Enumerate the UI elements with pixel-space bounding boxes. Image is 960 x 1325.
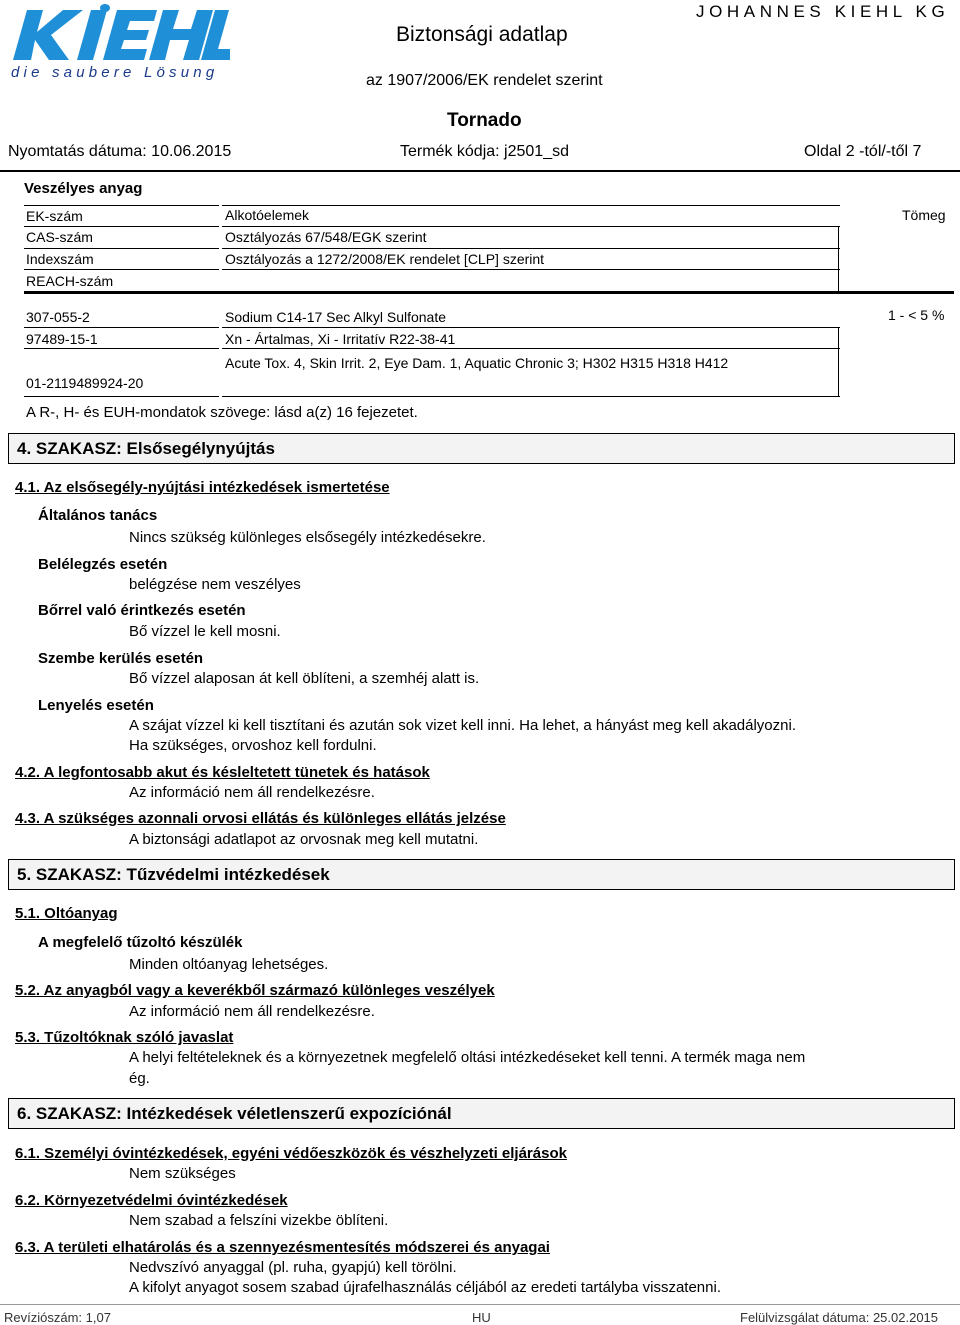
subsection-5-1: 5.1. Oltóanyag [15,905,118,922]
product-name: Tornado [447,110,522,131]
revision-number: Revíziószám: 1,07 [4,1310,111,1325]
col-ec-number: EK-szám [26,208,83,224]
inhalation-text: belégzése nem veszélyes [129,576,301,593]
general-advice-text: Nincs szükség különleges elsősegély intézkedésekre. [129,529,486,546]
ingestion-label: Lenyelés esetén [38,697,154,714]
table-rule [24,348,219,349]
table-rule [24,205,219,206]
table-rule-vertical [838,226,839,292]
subsection-6-1: 6.1. Személyi óvintézkedések, egyéni védőeszközök és vészhelyzeti eljárások [15,1145,567,1162]
subsection-6-3: 6.3. A területi elhatárolás és a szennyezésmentesítés módszerei és anyagai [15,1239,550,1256]
table-rule [24,248,219,249]
col-classification-old: Osztályozás 67/548/EGK szerint [225,229,427,245]
document-title: Biztonsági adatlap [396,23,568,46]
ingestion-text-2: Ha szükséges, orvoshoz kell fordulni. [129,737,377,754]
section-5-header [8,859,955,890]
table-rule [24,226,219,227]
table-rule [24,327,219,328]
skin-contact-text: Bő vízzel le kell mosni. [129,623,281,640]
col-index-number: Indexszám [26,251,94,267]
table-rule [222,269,840,270]
kiehl-logo-mark [5,2,230,64]
subsection-6-3-text-1: Nedvszívó anyaggal (pl. ruha, gyapjú) kell törölni. [129,1259,457,1276]
subsection-6-2-text: Nem szabad a felszíni vizekbe öblíteni. [129,1212,389,1229]
table-header-bottom-rule [24,291,954,294]
col-classification-clp: Osztályozás a 1272/2008/EK rendelet [CLP] szerint [225,251,545,267]
subsection-5-2-text: Az információ nem áll rendelkezésre. [129,1003,375,1020]
regulation-reference: az 1907/2006/EK rendelet szerint [366,72,603,89]
ingestion-text-1: A szájat vízzel ki kell tisztítani és azután sok vizet kell inni. Ha lehet, a hányást meg kell akadályozni. [129,717,796,734]
section-4-title: 4. SZAKASZ: Elsősegélynyújtás [17,439,275,458]
header-divider [0,170,960,172]
section-5-title: 5. SZAKASZ: Tűzvédelmi intézkedések [17,865,330,884]
subsection-5-2: 5.2. Az anyagból vagy a keverékből származó különleges veszélyek [15,982,495,999]
subsection-5-3-text-2: ég. [129,1070,150,1087]
table-rule-vertical [838,327,839,397]
section-6-header [8,1098,955,1129]
r-h-phrases-note: A R-, H- és EUH-mondatok szövege: lásd a(z) 16 fejezetet. [26,404,418,421]
language-code: HU [472,1310,491,1325]
subsection-4-1: 4.1. Az elsősegély-nyújtási intézkedések ismertetése [15,479,390,496]
page-number: Oldal 2 -tól/-től 7 [804,143,922,160]
header [0,0,960,170]
eye-contact-label: Szembe kerülés esetén [38,650,204,667]
classification-old-value: Xn - Ártalmas, Xi - Irritatív R22-38-41 [225,331,456,347]
component-name: Sodium C14-17 Sec Alkyl Sulfonate [225,309,447,325]
ec-number-value: 307-055-2 [26,309,90,325]
review-date: Felülvizsgálat dátuma: 25.02.2015 [740,1310,939,1325]
footer-divider [0,1304,960,1305]
col-cas-number: CAS-szám [26,229,93,245]
subsection-6-1-text: Nem szükséges [129,1165,236,1182]
subsection-4-3-text: A biztonsági adatlapot az orvosnak meg kell mutatni. [129,831,479,848]
col-mass: Tömeg [902,207,946,223]
print-date: Nyomtatás dátuma: 10.06.2015 [8,143,232,160]
classification-clp-value: Acute Tox. 4, Skin Irrit. 2, Eye Dam. 1, Aquatic Chronic 3; H302 H315 H318 H412 [225,355,729,371]
reach-number-value: 01-2119489924-20 [26,375,144,391]
col-reach-number: REACH-szám [26,273,114,289]
table-rule [222,348,840,349]
product-code: Termék kódja: j2501_sd [400,143,569,160]
extinguisher-label: A megfelelő tűzoltó készülék [38,934,243,951]
table-rule [24,269,219,270]
company-name: JOHANNES KIEHL KG [696,2,950,21]
table-rule [222,205,840,206]
subsection-4-3: 4.3. A szükséges azonnali orvosi ellátás és különleges ellátás jelzése [15,810,506,827]
table-rule [222,327,840,328]
col-components: Alkotóelemek [225,207,310,223]
section-6-title: 6. SZAKASZ: Intézkedések véletlenszerű expozíciónál [17,1104,452,1123]
table-rule [24,396,219,397]
hazardous-title: Veszélyes anyag [24,180,143,197]
subsection-5-3: 5.3. Tűzoltóknak szóló javaslat [15,1029,234,1046]
logo-tagline: die saubere Lösung [11,64,219,81]
skin-contact-label: Bőrrel való érintkezés esetén [38,602,246,619]
table-rule [222,396,840,397]
extinguisher-text: Minden oltóanyag lehetséges. [129,956,329,973]
section-4-header [8,433,955,464]
subsection-5-3-text-1: A helyi feltételeknek és a környezetnek megfelelő oltási intézkedéseket kell tenni. A termék maga nem [129,1049,806,1066]
inhalation-label: Belélegzés esetén [38,556,168,573]
subsection-4-2-text: Az információ nem áll rendelkezésre. [129,784,375,801]
eye-contact-text: Bő vízzel alaposan át kell öblíteni, a szemhéj alatt is. [129,670,480,687]
table-rule [222,248,840,249]
cas-number-value: 97489-15-1 [26,331,98,347]
subsection-6-2: 6.2. Környezetvédelmi óvintézkedések [15,1192,288,1209]
subsection-6-3-text-2: A kifolyt anyagot sosem szabad újrafelhasználás céljából az eredeti tartályba visszatenni. [129,1279,721,1296]
table-rule [222,226,840,227]
mass-value: 1 - < 5 % [888,307,945,323]
general-advice-label: Általános tanács [38,507,158,524]
company-logo [5,2,230,84]
subsection-4-2: 4.2. A legfontosabb akut és késleltetett tünetek és hatások [15,764,430,781]
